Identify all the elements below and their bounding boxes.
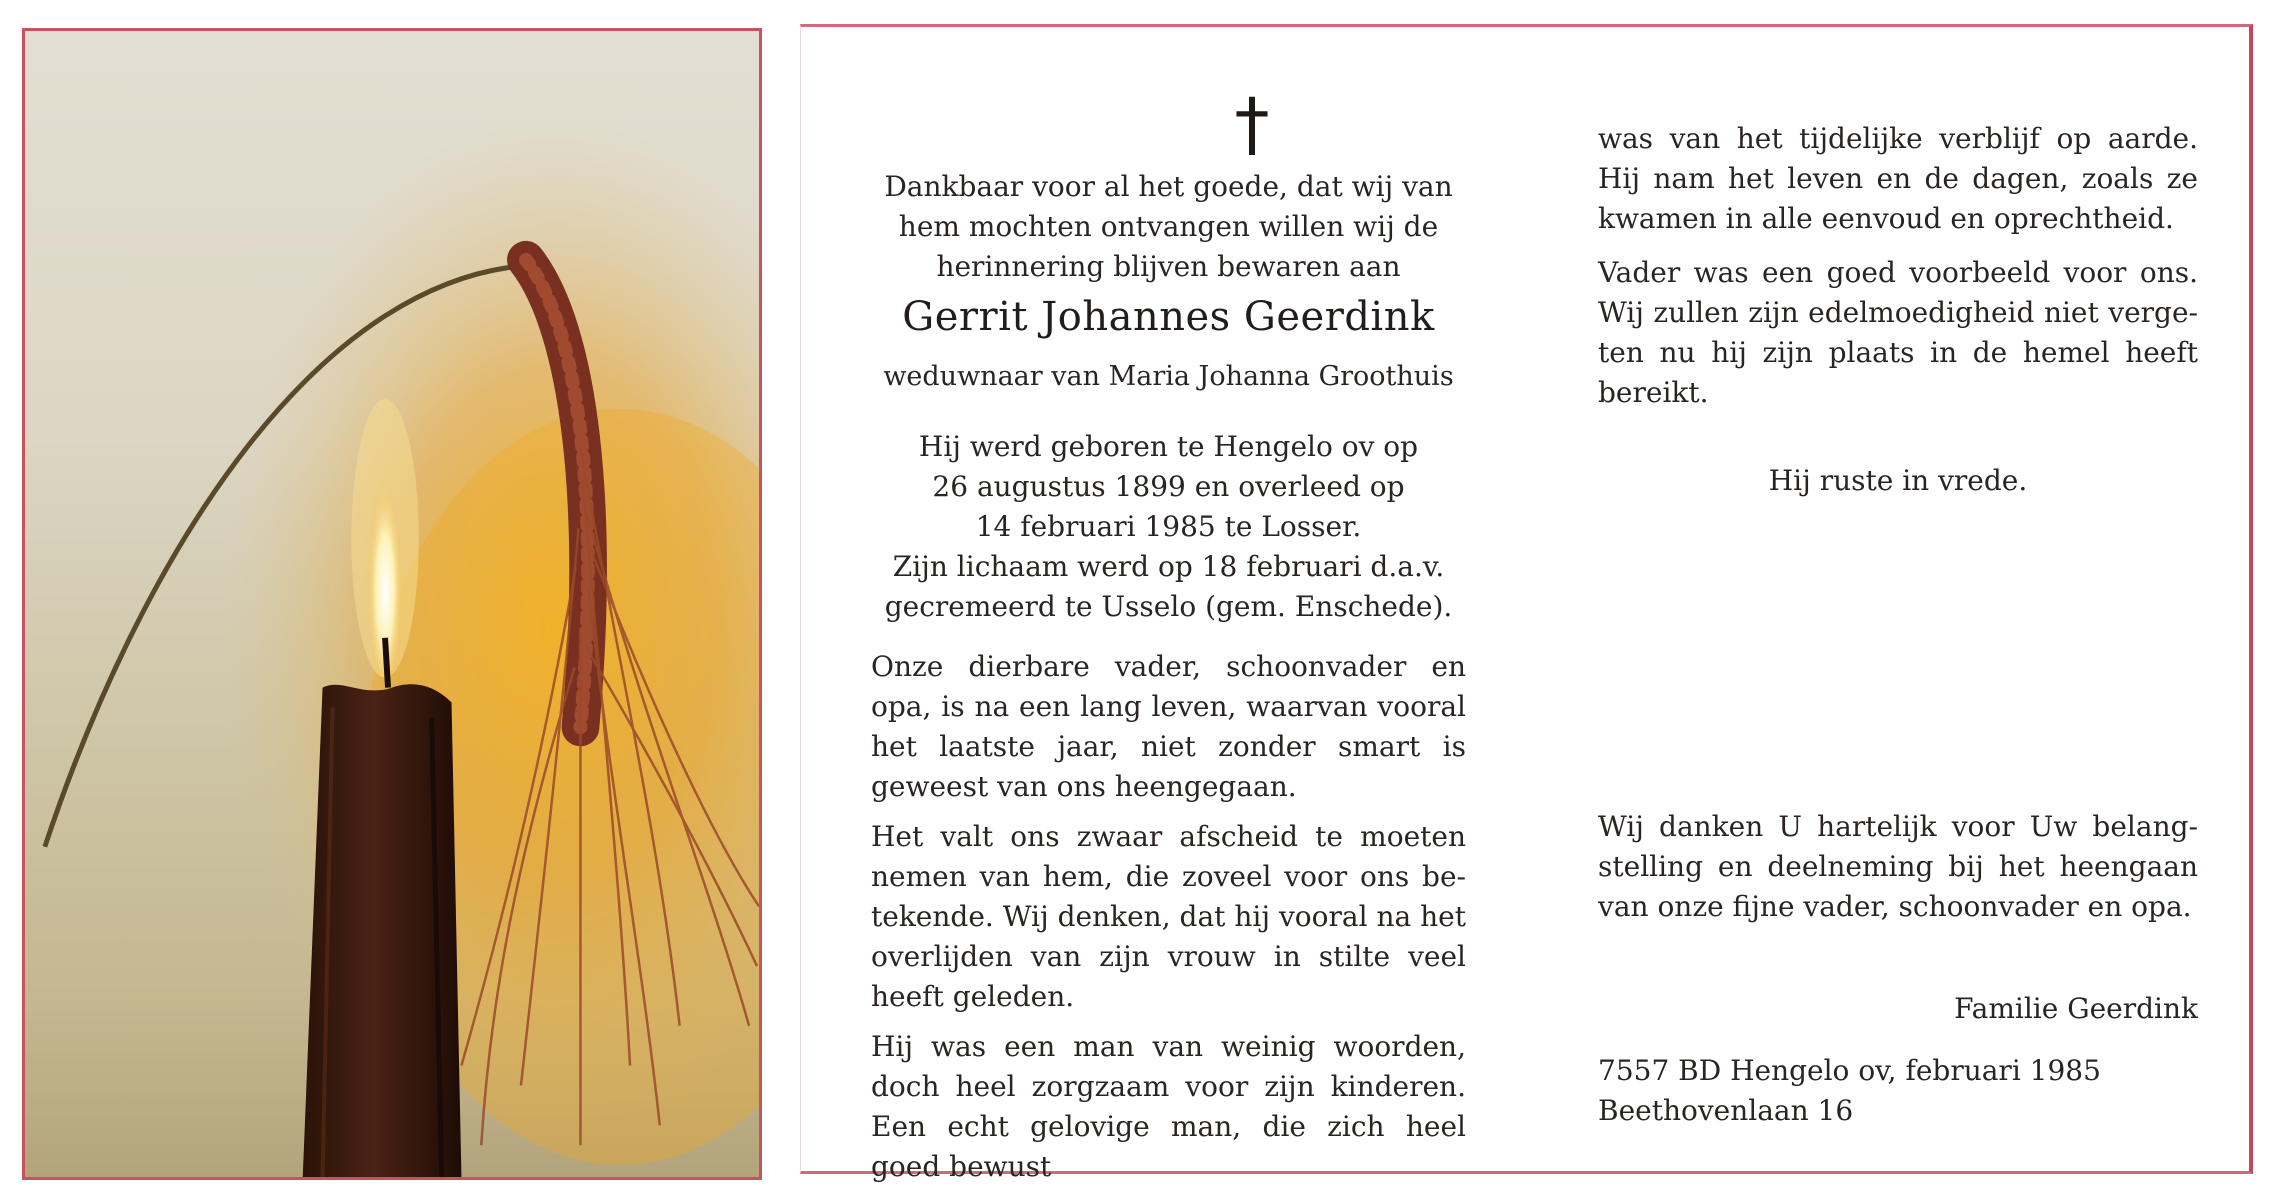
memorial-photo-card xyxy=(22,28,762,1180)
life-dates-line: Hij werd geboren te Hengelo ov op xyxy=(918,430,1419,463)
paragraph-loss: Het valt ons zwaar afscheid te moeten nemen van hem, die zoveel voor ons betekende. Wij denken, dat hij vooral na het overlijden van zijn vrouw in stilte veel heeft geleden. xyxy=(871,820,1466,1013)
address-line: 7557 BD Hengelo ov, februari 1985 xyxy=(1598,1054,2101,1087)
cross-icon: † xyxy=(1234,83,1270,165)
life-dates-text xyxy=(871,427,1466,627)
intro-text xyxy=(871,167,1466,287)
intro-line: herinnering blijven bewaren aan xyxy=(936,250,1401,283)
life-dates-line: 26 augustus 1899 en overleed op xyxy=(932,470,1405,503)
paragraph-example: Vader was een goed voorbeeld voor ons. Wij zullen zijn edelmoedigheid niet vergeten nu hij zijn plaats in de hemel heeft bereikt. xyxy=(1598,256,2198,409)
paragraph-farewell: Onze dierbare vader, schoonvader en opa, is na een lang leven, waarvan vooral het laatste jaar, niet zonder smart is geweest van ons heengegaan. xyxy=(871,650,1466,803)
paragraph-thanks: Wij danken U hartelijk voor Uw belangstelling en deelneming bij het heengaan van onze fijne vader, schoonvader en opa. xyxy=(1598,810,2198,923)
paragraph-character: Hij was een man van weinig woorden, doch heel zorgzaam voor zijn kinderen. Een echt gelovige man, die zich heel goed bewust xyxy=(871,1030,1466,1183)
life-dates-line: Zijn lichaam werd op 18 februari d.a.v. xyxy=(892,550,1445,583)
candle-and-wheat-photo xyxy=(25,31,759,1177)
life-dates-line: 14 februari 1985 te Losser. xyxy=(975,510,1362,543)
address-line: Beethovenlaan 16 xyxy=(1598,1094,1854,1127)
address-block xyxy=(1598,1051,2198,1131)
paragraph-life: was van het tijdelijke verblijf op aarde. Hij nam het leven en de dagen, zoals ze kwamen in alle eenvoud en oprechtheid. xyxy=(1598,122,2198,235)
family-signoff: Familie Geerdink xyxy=(1954,992,2198,1025)
memorial-text-card xyxy=(800,24,2253,1183)
intro-line: Dankbaar voor al het goede, dat wij van xyxy=(884,170,1453,203)
intro-line: hem mochten ontvangen willen wij de xyxy=(898,210,1439,243)
rest-in-peace: Hij ruste in vrede. xyxy=(1768,464,2028,497)
widower-line: weduwnaar van Maria Johanna Groothuis xyxy=(883,361,1454,392)
life-dates-line: gecremeerd te Usselo (gem. Enschede). xyxy=(884,590,1453,623)
deceased-name: Gerrit Johannes Geerdink xyxy=(902,294,1435,340)
